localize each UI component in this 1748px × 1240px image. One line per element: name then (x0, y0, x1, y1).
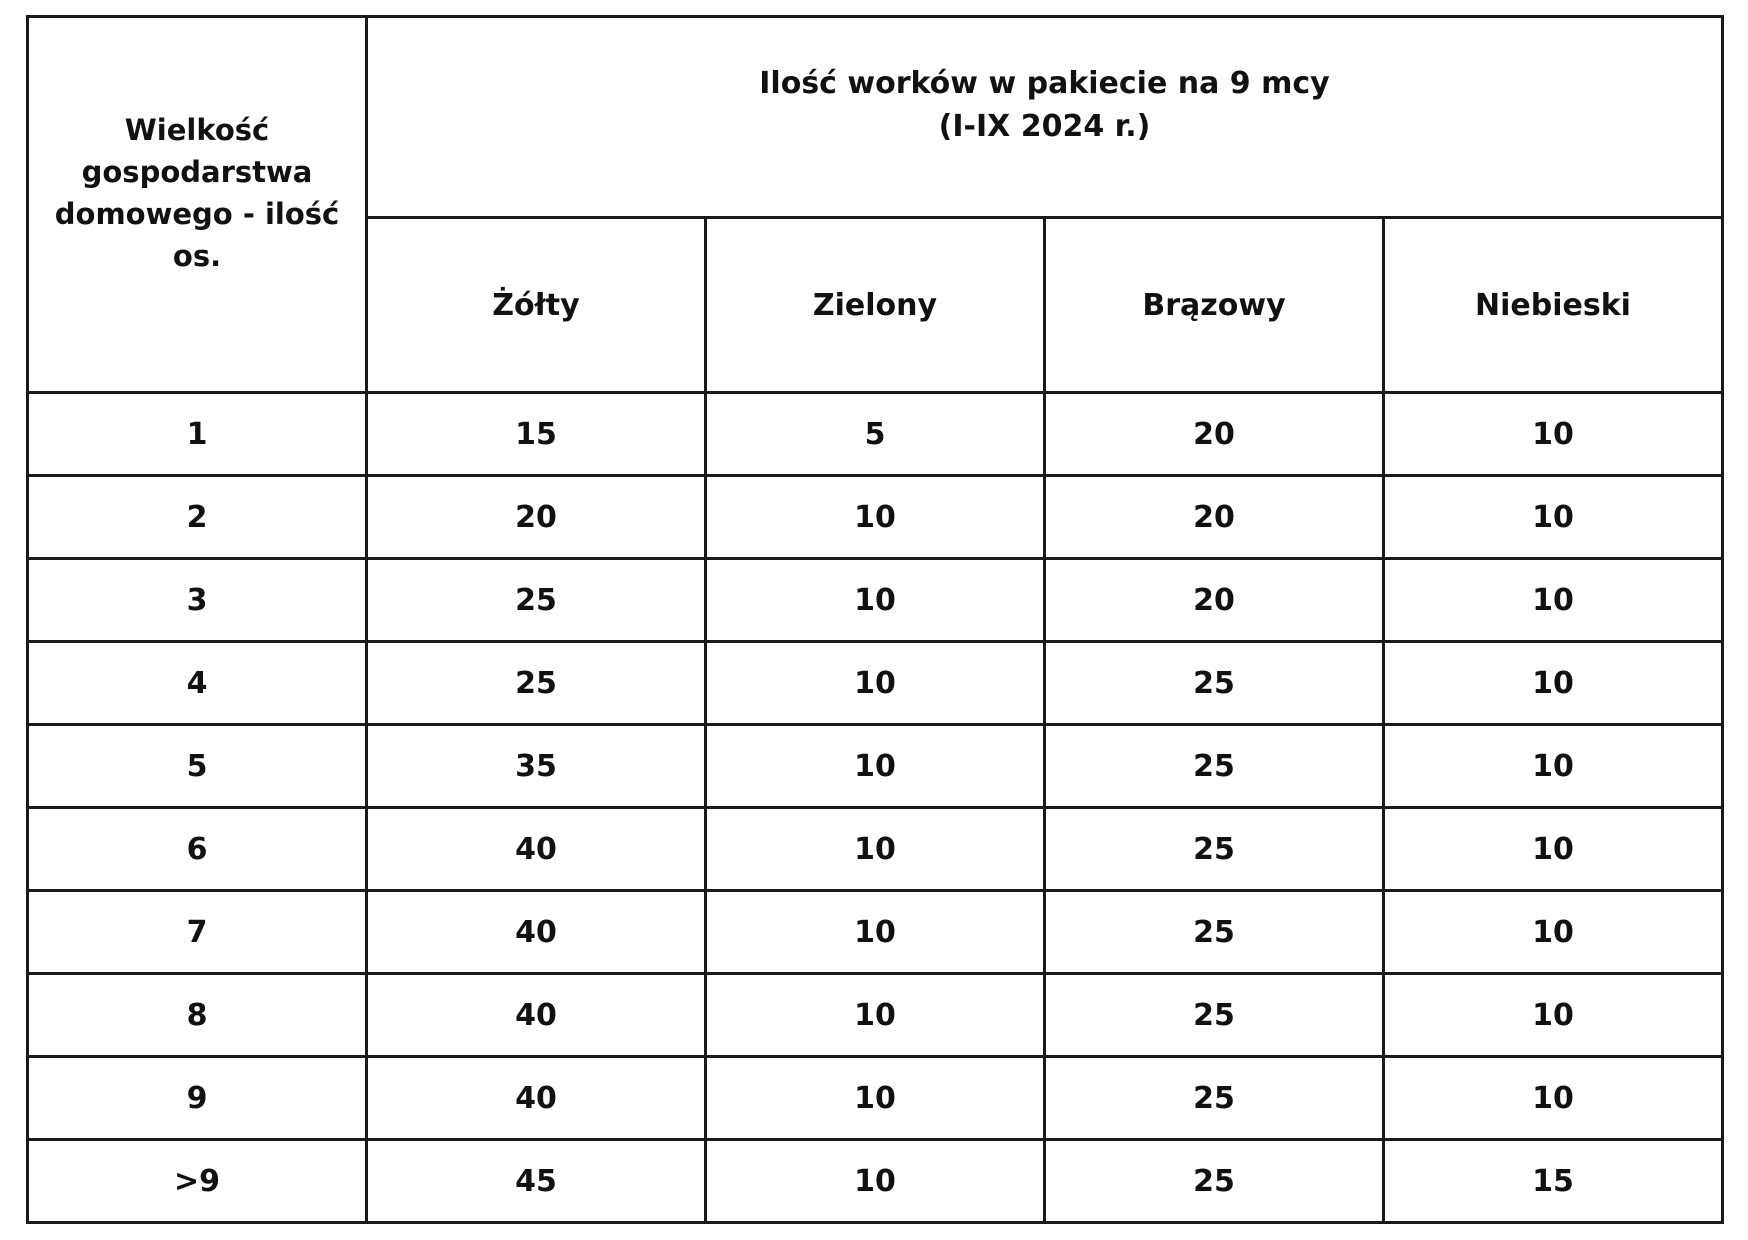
household-size-cell: 6 (28, 808, 367, 891)
green-bag-count: 10 (706, 1140, 1045, 1223)
brown-bag-count: 20 (1045, 476, 1384, 559)
green-bag-count: 10 (706, 642, 1045, 725)
table-row (28, 642, 1723, 725)
bag-allocation-table (26, 15, 1724, 1224)
bag-count-group-header (367, 17, 1723, 218)
blue-bag-count: 10 (1384, 642, 1723, 725)
column-header-yellow: Żółty (367, 218, 706, 393)
table-body (28, 393, 1723, 1223)
table-row (28, 393, 1723, 476)
green-bag-count: 10 (706, 891, 1045, 974)
brown-bag-count: 25 (1045, 891, 1384, 974)
household-size-cell: 1 (28, 393, 367, 476)
table-row (28, 1140, 1723, 1223)
green-bag-count: 10 (706, 808, 1045, 891)
bag-count-header-line: (I-IX 2024 r.) (938, 109, 1151, 144)
household-size-header-line: gospodarstwa (81, 154, 313, 189)
green-bag-count: 5 (706, 393, 1045, 476)
household-size-cell: 9 (28, 1057, 367, 1140)
blue-bag-count: 10 (1384, 808, 1723, 891)
brown-bag-count: 25 (1045, 642, 1384, 725)
brown-bag-count: 20 (1045, 559, 1384, 642)
blue-bag-count: 10 (1384, 393, 1723, 476)
green-bag-count: 10 (706, 476, 1045, 559)
brown-bag-count: 20 (1045, 393, 1384, 476)
table-row (28, 974, 1723, 1057)
table-row (28, 1057, 1723, 1140)
household-size-cell: 5 (28, 725, 367, 808)
table-row (28, 559, 1723, 642)
yellow-bag-count: 45 (367, 1140, 706, 1223)
brown-bag-count: 25 (1045, 725, 1384, 808)
blue-bag-count: 10 (1384, 476, 1723, 559)
household-size-cell: >9 (28, 1140, 367, 1223)
yellow-bag-count: 25 (367, 642, 706, 725)
green-bag-count: 10 (706, 725, 1045, 808)
yellow-bag-count: 40 (367, 808, 706, 891)
blue-bag-count: 10 (1384, 974, 1723, 1057)
yellow-bag-count: 35 (367, 725, 706, 808)
column-header-brown: Brązowy (1045, 218, 1384, 393)
yellow-bag-count: 25 (367, 559, 706, 642)
table-row (28, 476, 1723, 559)
bag-count-header-line: Ilość worków w pakiecie na 9 mcy (759, 66, 1330, 101)
yellow-bag-count: 20 (367, 476, 706, 559)
household-size-header-line: os. (172, 238, 222, 273)
green-bag-count: 10 (706, 1057, 1045, 1140)
yellow-bag-count: 40 (367, 891, 706, 974)
household-size-cell: 3 (28, 559, 367, 642)
table-row (28, 725, 1723, 808)
blue-bag-count: 10 (1384, 725, 1723, 808)
brown-bag-count: 25 (1045, 808, 1384, 891)
blue-bag-count: 15 (1384, 1140, 1723, 1223)
green-bag-count: 10 (706, 974, 1045, 1057)
household-size-header (28, 17, 367, 393)
yellow-bag-count: 15 (367, 393, 706, 476)
household-size-header-line: domowego - ilość (54, 196, 340, 231)
yellow-bag-count: 40 (367, 974, 706, 1057)
household-size-cell: 2 (28, 476, 367, 559)
household-size-header-line: Wielkość (124, 112, 270, 147)
table-row (28, 808, 1723, 891)
household-size-cell: 4 (28, 642, 367, 725)
column-header-green: Zielony (706, 218, 1045, 393)
household-size-cell: 7 (28, 891, 367, 974)
brown-bag-count: 25 (1045, 974, 1384, 1057)
table-row (28, 891, 1723, 974)
green-bag-count: 10 (706, 559, 1045, 642)
household-size-cell: 8 (28, 974, 367, 1057)
brown-bag-count: 25 (1045, 1057, 1384, 1140)
blue-bag-count: 10 (1384, 1057, 1723, 1140)
blue-bag-count: 10 (1384, 891, 1723, 974)
blue-bag-count: 10 (1384, 559, 1723, 642)
brown-bag-count: 25 (1045, 1140, 1384, 1223)
header-row-top (28, 17, 1723, 218)
column-header-blue: Niebieski (1384, 218, 1723, 393)
yellow-bag-count: 40 (367, 1057, 706, 1140)
